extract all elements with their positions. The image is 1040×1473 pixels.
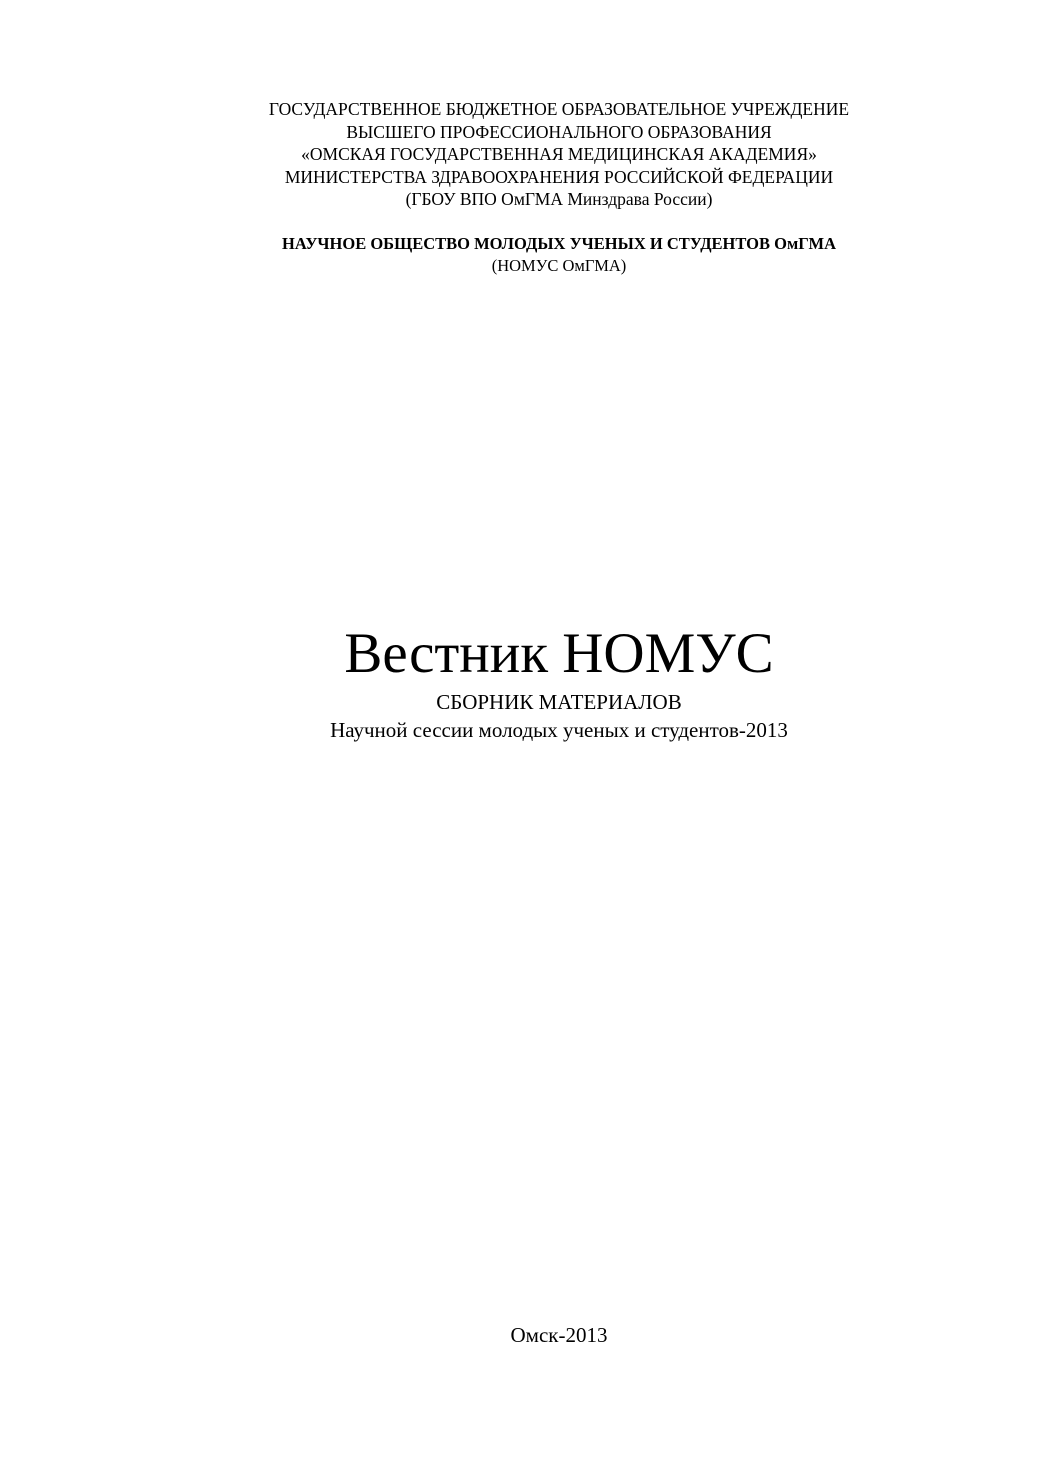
society-abbreviation: (НОМУС ОмГМА) (491, 256, 627, 275)
city-year: Омск-2013 (510, 1323, 608, 1347)
main-title: Вестник НОМУС (344, 622, 774, 685)
institution-line-1: ГОСУДАРСТВЕННОЕ БЮДЖЕТНОЕ ОБРАЗОВАТЕЛЬНОЕ УЧРЕЖДЕНИЕ (268, 99, 850, 119)
institution-line-2: ВЫСШЕГО ПРОФЕССИОНАЛЬНОГО ОБРАЗОВАНИЯ (346, 122, 772, 142)
institution-abbreviation: (ГБОУ ВПО ОмГМА Минздрава России) (405, 189, 713, 209)
subtitle-session: Научной сессии молодых ученых и студентов-2013 (330, 718, 788, 742)
institution-line-3: «ОМСКАЯ ГОСУДАРСТВЕННАЯ МЕДИЦИНСКАЯ АКАДЕМИЯ» (301, 144, 817, 164)
institution-line-4: МИНИСТЕРСТВА ЗДРАВООХРАНЕНИЯ РОССИЙСКОЙ ФЕДЕРАЦИИ (284, 167, 834, 187)
society-name: НАУЧНОЕ ОБЩЕСТВО МОЛОДЫХ УЧЕНЫХ И СТУДЕНТОВ ОмГМА (282, 234, 836, 253)
subtitle-collection: СБОРНИК МАТЕРИАЛОВ (436, 690, 682, 714)
